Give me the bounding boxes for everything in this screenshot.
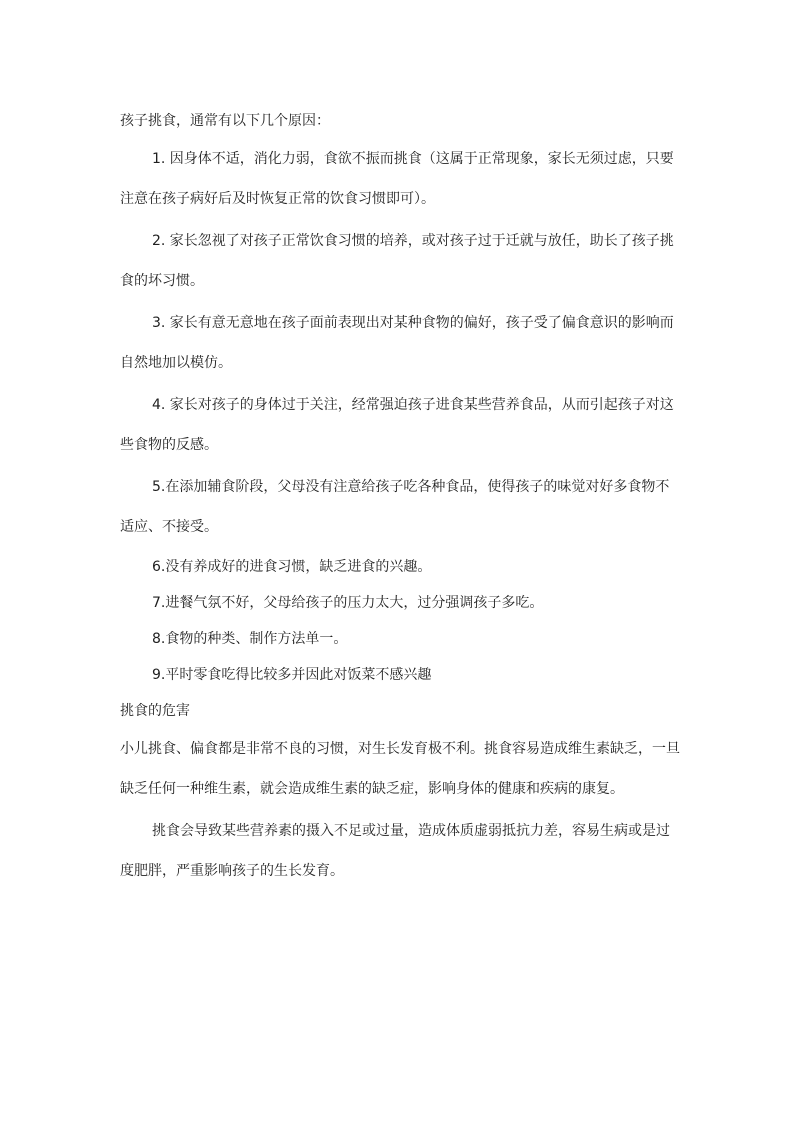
reason-item-4: 4. 家长对孩子的身体过于关注，经常强迫孩子进食某些营养食品，从而引起孩子对这些食物的反感。 bbox=[120, 397, 674, 453]
reason-item-9: 9.平时零食吃得比较多并因此对饭菜不感兴趣 bbox=[152, 667, 432, 683]
intro-text: 孩子挑食，通常有以下几个原因： bbox=[120, 113, 330, 129]
reason-item-5: 5.在添加辅食阶段，父母没有注意给孩子吃各种食品，使得孩子的味觉对好多食物不适应、不接受。 bbox=[120, 479, 670, 535]
harm-paragraph-2: 挑食会导致某些营养素的摄入不足或过量，造成体质虚弱抵抗力差，容易生病或是过度肥胖，严重影响孩子的生长发育。 bbox=[120, 823, 670, 879]
reason-item-7: 7.进餐气氛不好，父母给孩子的压力太大，过分强调孩子多吃。 bbox=[152, 595, 544, 611]
harm-heading: 挑食的危害 bbox=[120, 703, 190, 719]
reason-item-1: 1. 因身体不适，消化力弱，食欲不振而挑食（这属于正常现象，家长无须过虑，只要注意在孩子病好后及时恢复正常的饮食习惯即可）。 bbox=[120, 151, 674, 207]
reason-item-3: 3. 家长有意无意地在孩子面前表现出对某种食物的偏好，孩子受了偏食意识的影响而自然地加以模仿。 bbox=[120, 315, 674, 371]
reason-item-6: 6.没有养成好的进食习惯，缺乏进食的兴趣。 bbox=[152, 559, 432, 575]
harm-paragraph-1: 小儿挑食、偏食都是非常不良的习惯，对生长发育极不利。挑食容易造成维生素缺乏，一旦缺乏任何一种维生素，就会造成维生素的缺乏症，影响身体的健康和疾病的康复。 bbox=[120, 741, 680, 797]
reason-item-2: 2. 家长忽视了对孩子正常饮食习惯的培养，或对孩子过于迁就与放任，助长了孩子挑食的坏习惯。 bbox=[120, 233, 674, 289]
document-page bbox=[120, 103, 680, 893]
reason-item-8: 8.食物的种类、制作方法单一。 bbox=[152, 631, 348, 647]
